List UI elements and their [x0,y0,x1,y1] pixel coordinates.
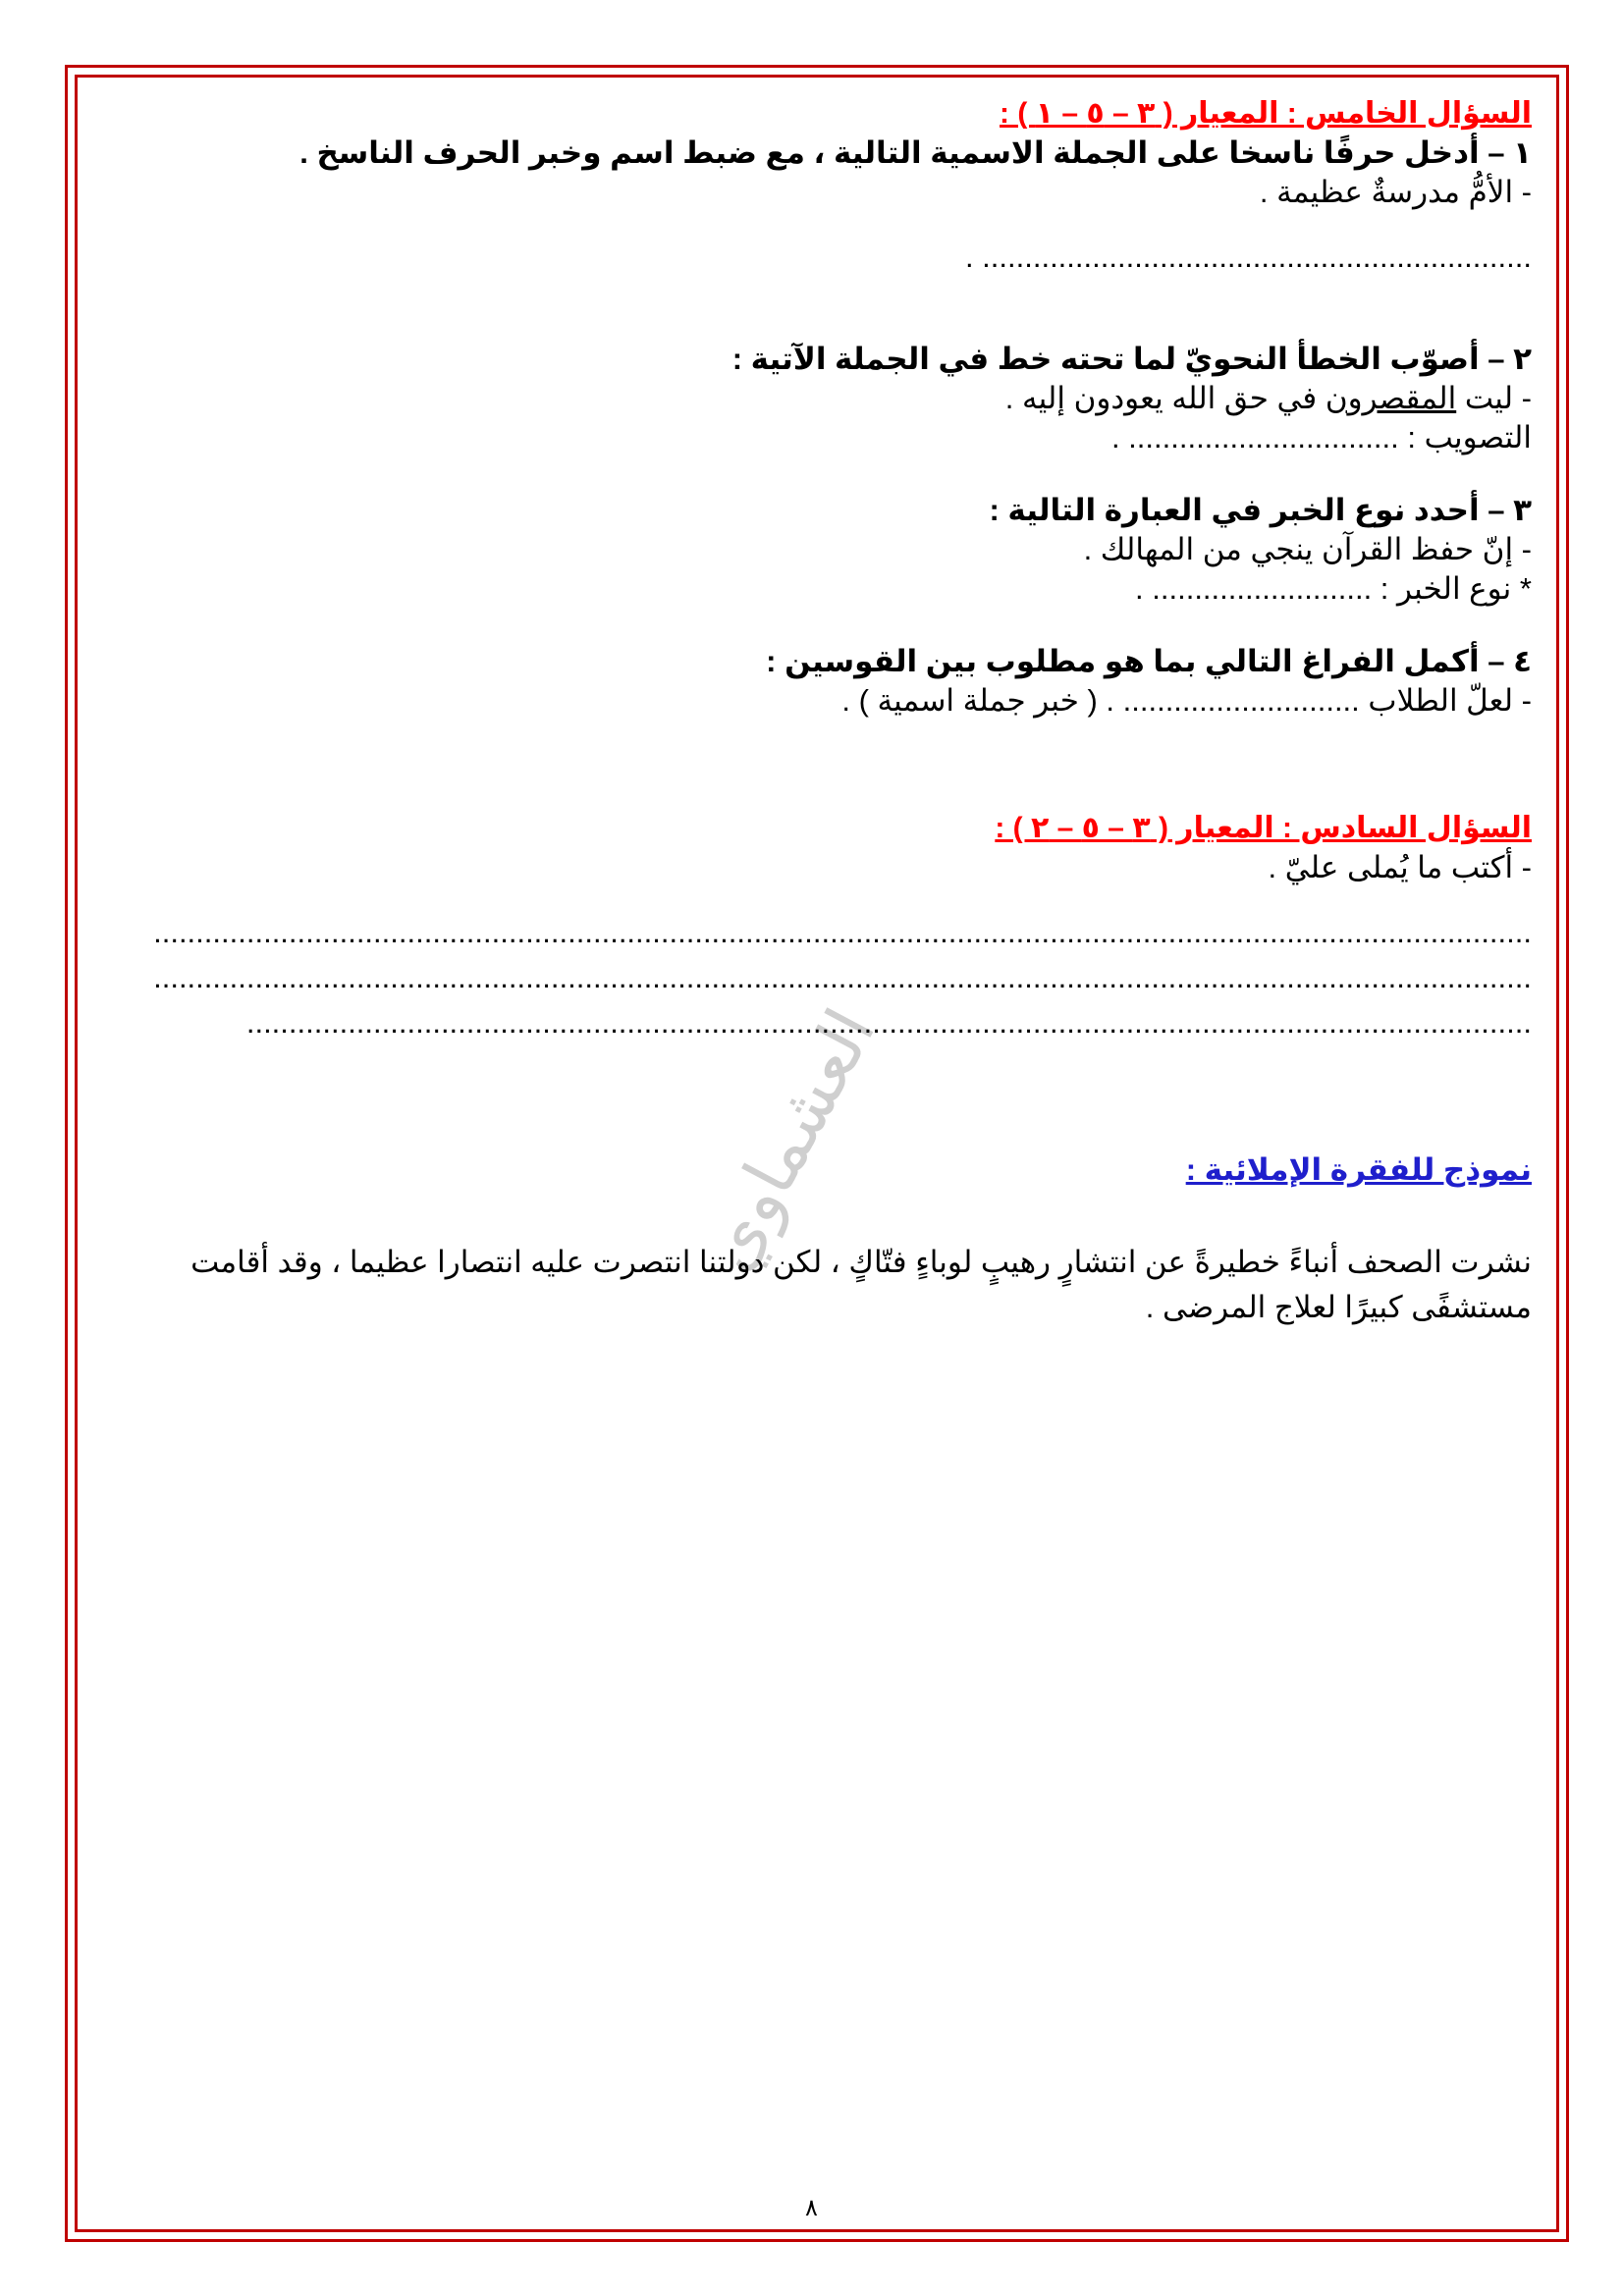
watermark-text: العشماوي [687,995,892,1284]
q5-item3-question: ٣ – أحدد نوع الخبر في العبارة التالية : [989,493,1532,527]
q6-dictation-line-3[interactable]: ........................................................................................................................................................ [245,1005,1532,1040]
q5-item4-question: ٤ – أكمل الفراغ التالي بما هو مطلوب بين القوسين : [766,644,1532,678]
q5-item2-sentence [88,379,1532,418]
q5-item2-sentence-before: - ليت [1456,381,1532,415]
q5-item1-answer-line[interactable]: ................................................................. . [964,240,1532,274]
q5-item4-sentence[interactable]: - لعلّ الطلاب ............................ . ( خبر جملة اسمية ) . [841,683,1532,718]
q5-item1-sentence: - الأمُّ مدرسةٌ عظيمة . [1259,175,1532,209]
q5-item2-question: ٢ – أصوّب الخطأ النحويّ لما تحته خط في الجملة الآتية : [731,342,1532,376]
q5-item1-question: ١ – أدخل حرفًا ناسخا على الجملة الاسمية التالية ، مع ضبط اسم وخبر الحرف الناسخ . [299,135,1532,170]
q6-instruction: - أكتب ما يُملى عليّ . [1268,850,1532,884]
q5-item2-correction-line[interactable]: التصويب : ................................ . [1110,420,1532,454]
q5-item3-type-line[interactable]: * نوع الخبر : .......................... . [1135,571,1532,606]
q6-dictation-line-2[interactable]: ................................................................................................................................................................... [153,960,1532,994]
dictation-model-heading: نموذج للفقرة الإملائية : [1185,1152,1532,1187]
page-number: ٨ [805,2194,818,2221]
q5-item3-sentence: - إنّ حفظ القرآن ينجي من المهالك . [1083,532,1532,566]
worksheet-content [88,94,1532,1361]
q5-item2-underlined-word: المقصرون [1325,381,1457,415]
q5-heading: السؤال الخامس : المعيار ( ٣ – ٥ – ١ ) : [1000,97,1532,130]
q6-heading: السؤال السادس : المعيار ( ٣ – ٥ – ٢ ) : [995,812,1532,844]
q5-item2-sentence-after: في حق الله يعودون إليه . [1004,381,1325,415]
q6-dictation-line-1[interactable]: ................................................................................................................................................................... [153,915,1532,949]
dictation-model-paragraph: نشرت الصحف أنباءً خطيرةً عن انتشارٍ رهيبٍ لوباءٍ فتّاكٍ ، لكن دولتنا انتصرت عليه انتصارا عظيما ، وقد أقامت مستشفًى كبيرًا لعلاج المرضى . [190,1245,1532,1324]
